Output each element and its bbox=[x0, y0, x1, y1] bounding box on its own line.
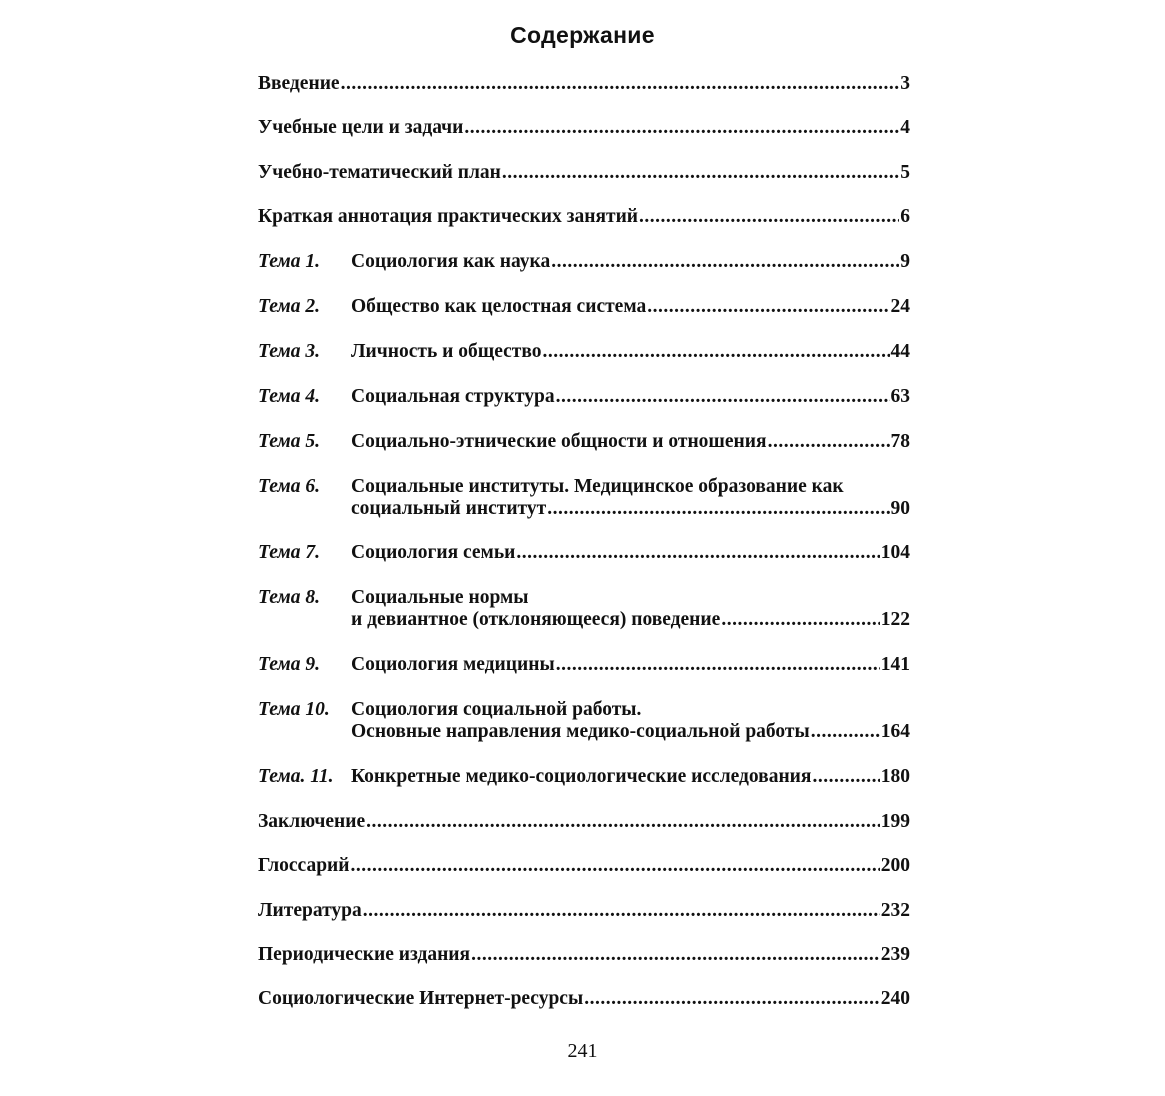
toc-entry bbox=[258, 699, 910, 743]
toc-page-number: 232 bbox=[880, 900, 910, 921]
toc-line bbox=[258, 117, 910, 139]
toc-page-number: 104 bbox=[880, 542, 910, 563]
toc-entry-title: Глоссарий bbox=[258, 855, 350, 876]
dot-leader bbox=[351, 855, 880, 877]
toc-line bbox=[258, 386, 910, 408]
toc-entry-label: Тема 7. bbox=[258, 542, 320, 563]
toc-entry bbox=[258, 251, 910, 273]
toc-entry bbox=[258, 587, 910, 631]
dot-leader bbox=[768, 431, 890, 453]
toc-entry-title: Краткая аннотация практических занятий bbox=[258, 206, 639, 227]
dot-leader bbox=[547, 498, 889, 520]
toc-line bbox=[258, 73, 910, 95]
dot-leader bbox=[647, 296, 889, 318]
toc-entry bbox=[258, 296, 910, 318]
toc-entry-label: Тема 2. bbox=[258, 296, 320, 317]
toc-page-number: 180 bbox=[880, 766, 910, 787]
dot-leader bbox=[543, 341, 890, 363]
toc-line bbox=[258, 251, 910, 273]
dot-leader bbox=[556, 654, 880, 676]
toc-entry-title: Социология семьи bbox=[351, 542, 516, 563]
toc-entry bbox=[258, 73, 910, 95]
toc-line bbox=[258, 699, 910, 721]
toc-entry bbox=[258, 206, 910, 228]
toc-entry-title: Личность и общество bbox=[351, 341, 542, 362]
toc-line bbox=[258, 587, 910, 609]
toc-entry bbox=[258, 431, 910, 453]
toc-page-number: 6 bbox=[900, 206, 910, 227]
toc-line bbox=[258, 206, 910, 228]
toc-page-number: 24 bbox=[890, 296, 910, 317]
toc-entry-title: Учебные цели и задачи bbox=[258, 117, 464, 138]
toc-entry-label: Тема 4. bbox=[258, 386, 320, 407]
toc-entry bbox=[258, 900, 910, 922]
toc-entry-title: и девиантное (отклоняющееся) поведение bbox=[351, 609, 721, 630]
toc-entry-label: Тема. 11. bbox=[258, 766, 334, 787]
toc-entry-label: Тема 9. bbox=[258, 654, 320, 675]
toc-entry bbox=[258, 542, 910, 564]
toc-entry-label: Тема 3. bbox=[258, 341, 320, 362]
toc-page-number: 44 bbox=[890, 341, 910, 362]
dot-leader bbox=[639, 206, 899, 228]
toc-page-number: 3 bbox=[900, 73, 910, 94]
toc-entry-title: Социология как наука bbox=[351, 251, 551, 272]
toc-line bbox=[258, 855, 910, 877]
toc-entry-title: Социология социальной работы. bbox=[351, 699, 642, 720]
toc-page-number: 90 bbox=[890, 498, 910, 519]
dot-leader bbox=[721, 609, 879, 631]
toc-entry-title: Социально-этнические общности и отношения bbox=[351, 431, 767, 452]
page-title: Содержание bbox=[510, 22, 655, 48]
toc-entry bbox=[258, 654, 910, 676]
toc-entry-label: Тема 10. bbox=[258, 699, 330, 720]
dot-leader bbox=[556, 386, 890, 408]
dot-leader bbox=[551, 251, 899, 273]
toc-entry-title: социальный институт bbox=[351, 498, 547, 519]
toc-page-number: 63 bbox=[890, 386, 910, 407]
toc-entry-label: Тема 8. bbox=[258, 587, 320, 608]
toc-entry-title: Социальная структура bbox=[351, 386, 555, 407]
toc-entry-title: Периодические издания bbox=[258, 944, 471, 965]
toc-line bbox=[258, 721, 910, 743]
toc-line bbox=[258, 900, 910, 922]
dot-leader bbox=[363, 900, 880, 922]
toc-entry-label: Тема 1. bbox=[258, 251, 320, 272]
toc-entry-title: Социологические Интернет-ресурсы bbox=[258, 988, 584, 1009]
toc-page-number: 200 bbox=[880, 855, 910, 876]
toc-entry-title: Введение bbox=[258, 73, 340, 94]
toc-entry bbox=[258, 162, 910, 184]
toc-line bbox=[258, 498, 910, 520]
toc-line bbox=[258, 162, 910, 184]
toc-line bbox=[258, 988, 910, 1010]
toc-page-number: 9 bbox=[900, 251, 910, 272]
toc-page-number: 141 bbox=[880, 654, 910, 675]
toc-page-number: 240 bbox=[880, 988, 910, 1009]
toc-page-number: 4 bbox=[900, 117, 910, 138]
toc-line bbox=[258, 811, 910, 833]
toc-entry bbox=[258, 341, 910, 363]
toc-entry-title: Литература bbox=[258, 900, 362, 921]
toc-entry bbox=[258, 476, 910, 520]
toc-entry-title: Социальные нормы bbox=[351, 587, 529, 608]
dot-leader bbox=[812, 766, 879, 788]
dot-leader bbox=[341, 73, 900, 95]
toc-page-number: 5 bbox=[900, 162, 910, 183]
toc-entry-title: Заключение bbox=[258, 811, 366, 832]
toc-entry-title: Учебно-тематический план bbox=[258, 162, 501, 183]
toc-line bbox=[258, 476, 910, 498]
toc-page-number: 239 bbox=[880, 944, 910, 965]
dot-leader bbox=[366, 811, 880, 833]
toc-page-number: 164 bbox=[880, 721, 910, 742]
toc-entry-title: Основные направления медико-социальной работы bbox=[351, 721, 810, 742]
toc-line bbox=[258, 341, 910, 363]
dot-leader bbox=[584, 988, 880, 1010]
dot-leader bbox=[464, 117, 899, 139]
toc-entry bbox=[258, 766, 910, 788]
toc-line bbox=[258, 542, 910, 564]
toc-entry-title: Общество как целостная система bbox=[351, 296, 647, 317]
toc-entry bbox=[258, 988, 910, 1010]
dot-leader bbox=[811, 721, 880, 743]
toc-entry-title: Социология медицины bbox=[351, 654, 555, 675]
page-number: 241 bbox=[567, 1040, 598, 1062]
toc-entry bbox=[258, 386, 910, 408]
toc-page-number: 78 bbox=[890, 431, 910, 452]
toc-line bbox=[258, 431, 910, 453]
toc-line bbox=[258, 944, 910, 966]
dot-leader bbox=[471, 944, 880, 966]
toc-entry bbox=[258, 855, 910, 877]
toc-line bbox=[258, 766, 910, 788]
toc-page-number: 199 bbox=[880, 811, 910, 832]
toc-page-number: 122 bbox=[880, 609, 910, 630]
toc-entry-label: Тема 5. bbox=[258, 431, 320, 452]
toc-entry bbox=[258, 944, 910, 966]
dot-leader bbox=[502, 162, 899, 184]
toc-entry bbox=[258, 811, 910, 833]
toc-entry bbox=[258, 117, 910, 139]
dot-leader bbox=[516, 542, 879, 564]
toc-line bbox=[258, 609, 910, 631]
toc-entry-label: Тема 6. bbox=[258, 476, 320, 497]
toc-entry-title: Конкретные медико-социологические исследования bbox=[351, 766, 812, 787]
toc-entry-title: Социальные институты. Медицинское образование как bbox=[351, 476, 844, 497]
toc-line bbox=[258, 654, 910, 676]
toc-line bbox=[258, 296, 910, 318]
